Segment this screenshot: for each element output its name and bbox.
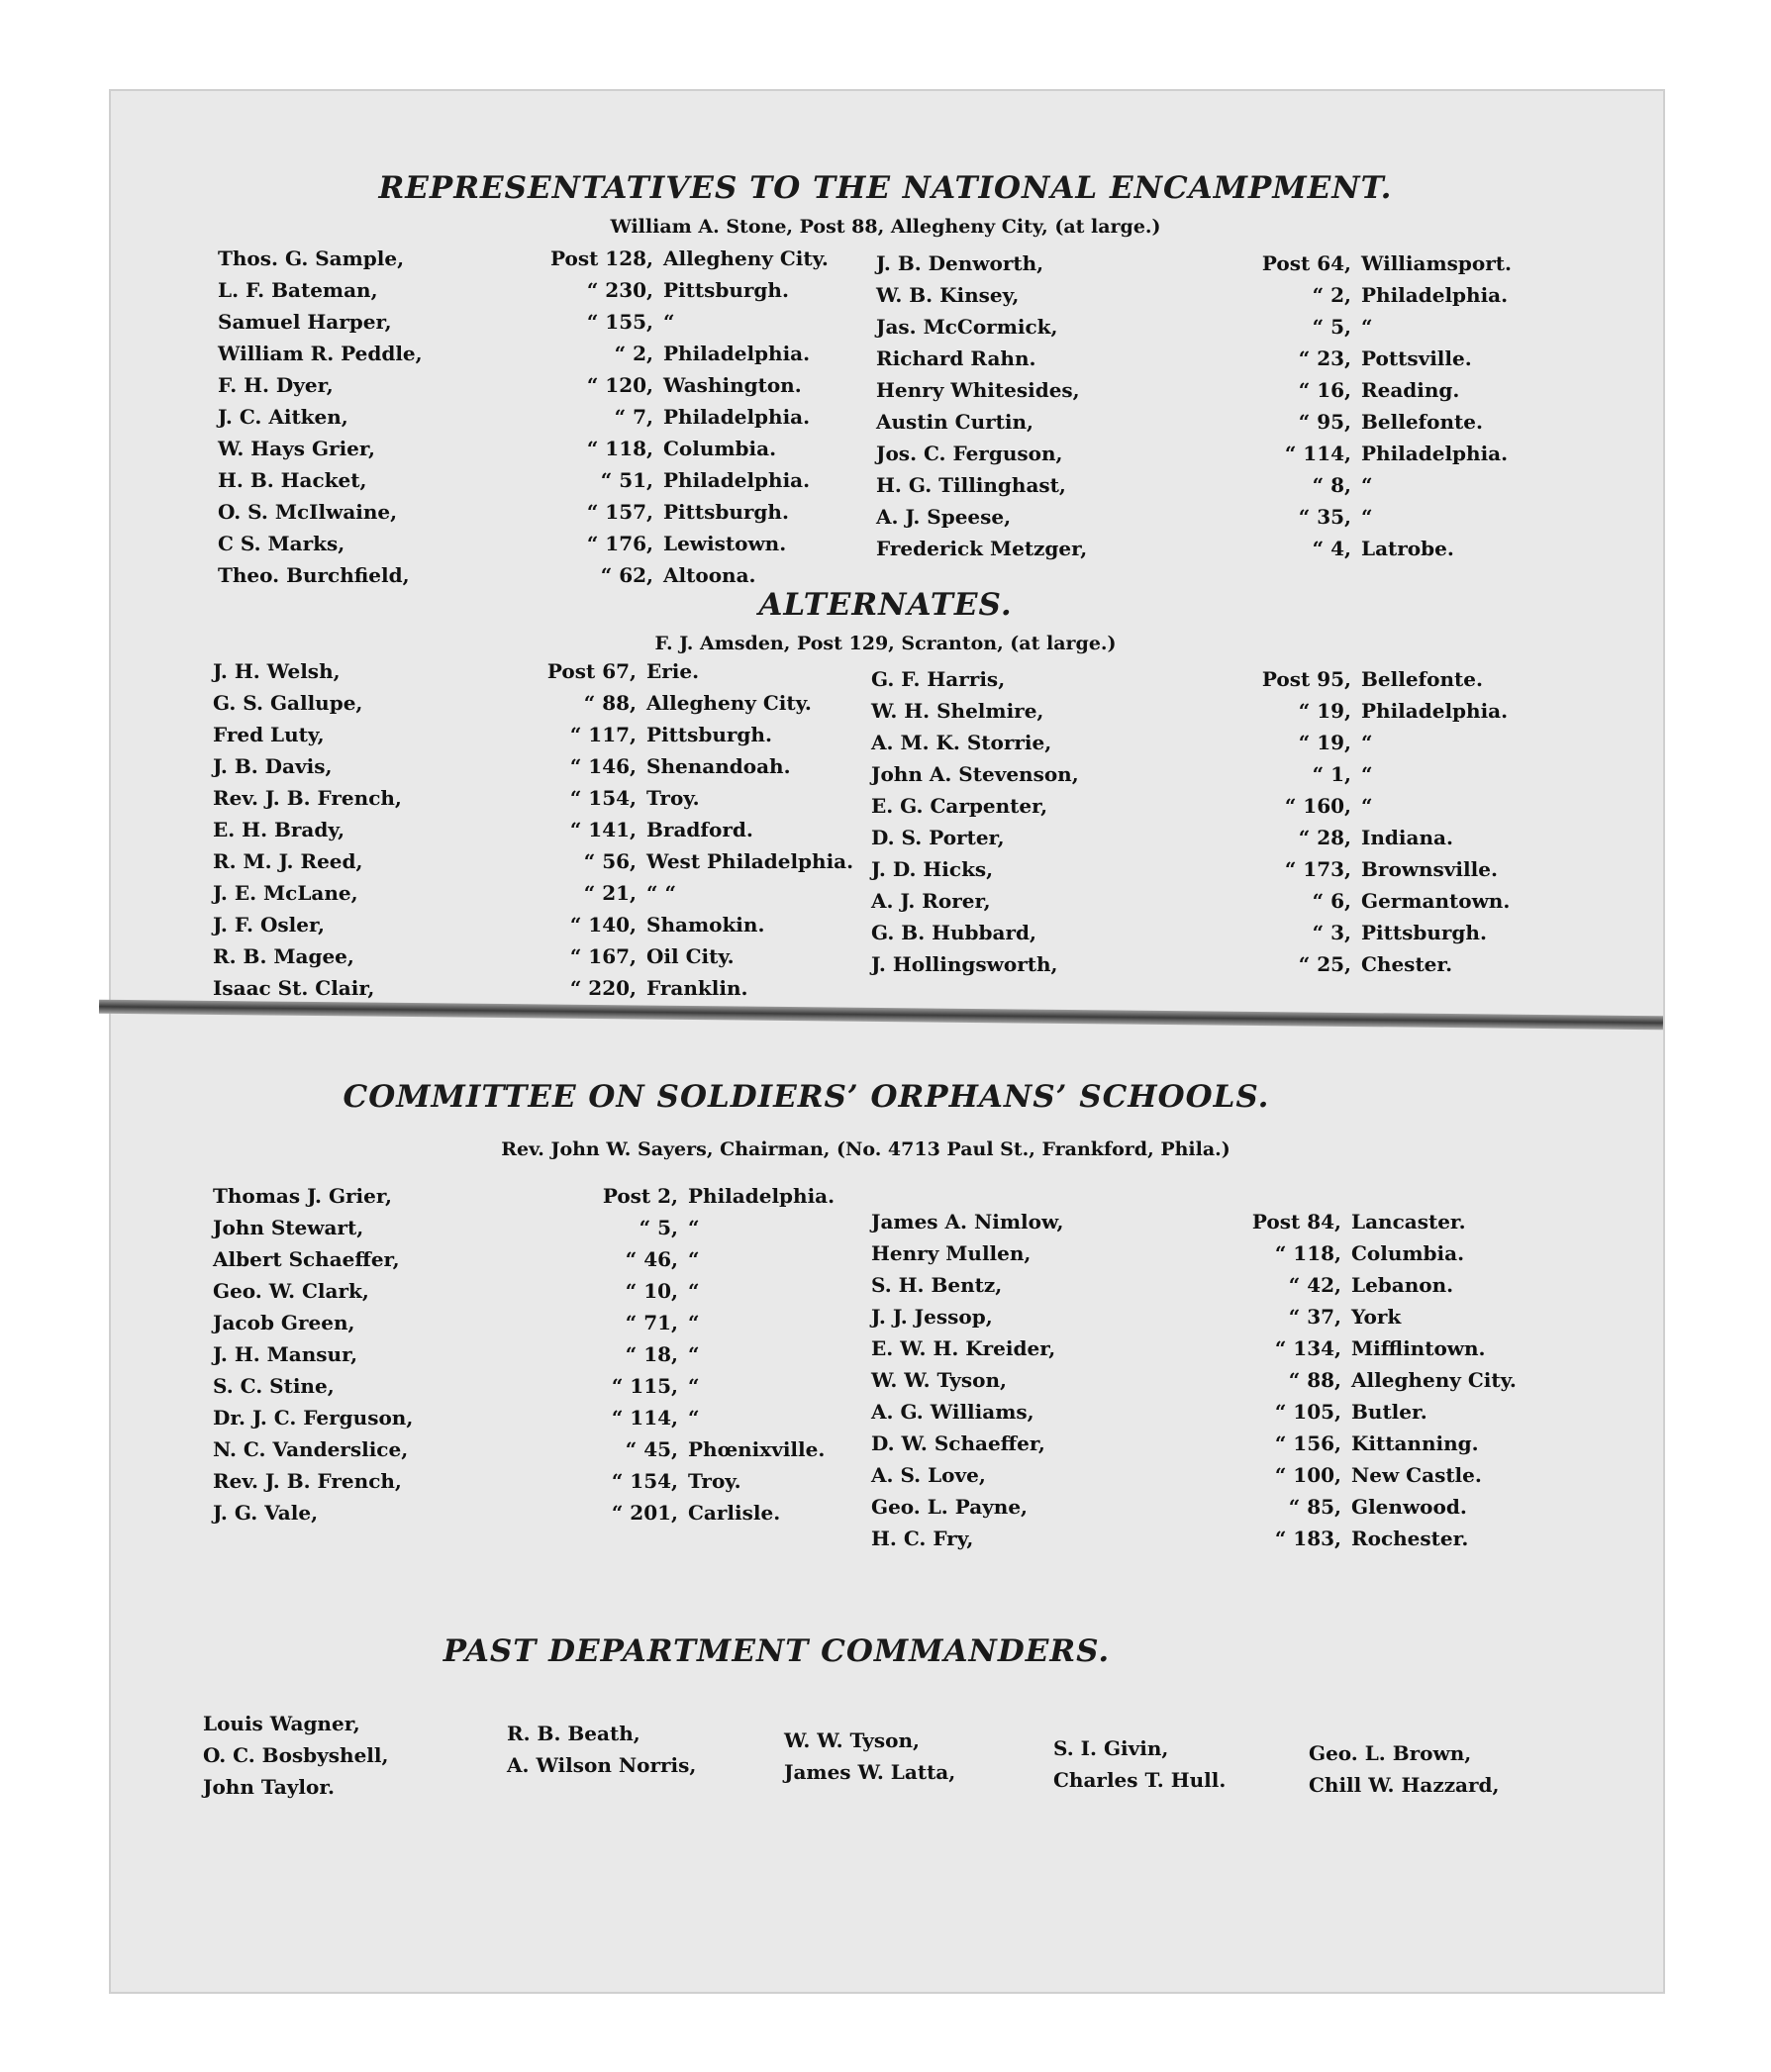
list-item: [218, 369, 851, 401]
post-number: “ 56,: [583, 849, 637, 873]
post-place: Allegheny City.: [663, 247, 829, 270]
post-number: “ 6,: [1312, 889, 1351, 913]
list-item: [213, 1402, 856, 1433]
post-place: Allegheny City.: [1351, 1368, 1517, 1392]
post-place: “: [688, 1374, 700, 1398]
list-item: [876, 501, 1529, 533]
list-item: [871, 885, 1525, 917]
post-number: “ 4,: [1312, 537, 1351, 560]
post-number: “ 88,: [1288, 1368, 1341, 1392]
list-item: [871, 853, 1525, 885]
post-number: “ 167,: [569, 944, 637, 968]
post-place: Philadelphia.: [663, 405, 811, 429]
post-number: “ 23,: [1298, 346, 1351, 370]
post-place: Phœnixville.: [688, 1437, 826, 1461]
list-item: [876, 469, 1529, 501]
post-number: “ 25,: [1298, 952, 1351, 976]
post-number: “ 134,: [1274, 1336, 1341, 1360]
list-item: [213, 782, 856, 814]
member-name: Rev. J. B. French,: [213, 786, 402, 810]
post-place: “: [688, 1406, 700, 1430]
list-item: [213, 1212, 856, 1243]
post-place: Lancaster.: [1351, 1210, 1466, 1233]
post-place: Indiana.: [1361, 826, 1453, 849]
list-item: [871, 695, 1525, 727]
member-name: Henry Whitesides,: [876, 378, 1080, 402]
post-number: “ 156,: [1274, 1431, 1341, 1455]
post-place: Bellefonte.: [1361, 410, 1483, 434]
post-place: “: [688, 1247, 700, 1271]
post-place: Philadelphia.: [1361, 699, 1509, 723]
member-name: C S. Marks,: [218, 532, 345, 555]
post-number: “ 46,: [625, 1247, 678, 1271]
list-item: [871, 758, 1525, 790]
list-item: [213, 1275, 856, 1307]
member-name: John A. Stevenson,: [871, 762, 1079, 786]
member-name: D. W. Schaeffer,: [871, 1431, 1045, 1455]
list-item: [871, 1396, 1534, 1428]
post-place: Lewistown.: [663, 532, 787, 555]
list-item: [218, 464, 851, 496]
post-number: “ 115,: [611, 1374, 678, 1398]
post-number: “ 71,: [625, 1311, 678, 1334]
list-item: [871, 822, 1525, 853]
post-number: “ 45,: [625, 1437, 678, 1461]
committee-right-list: [871, 1206, 1534, 1554]
list-item: [871, 1301, 1534, 1332]
post-place: “: [688, 1342, 700, 1366]
post-place: Erie.: [646, 659, 700, 683]
post-number: “ 173,: [1284, 857, 1351, 881]
post-number: “ 118,: [586, 437, 653, 460]
post-number: “ 35,: [1298, 505, 1351, 529]
post-place: “: [688, 1279, 700, 1303]
commander-name: Geo. L. Brown,: [1309, 1741, 1472, 1765]
commander-name: Charles T. Hull.: [1053, 1768, 1227, 1792]
post-place: Chester.: [1361, 952, 1453, 976]
member-name: J. F. Osler,: [213, 913, 325, 937]
list-item: [213, 1465, 856, 1497]
post-number: “ 230,: [586, 278, 653, 302]
member-name: D. S. Porter,: [871, 826, 1005, 849]
post-place: “: [1361, 762, 1373, 786]
post-place: Germantown.: [1361, 889, 1511, 913]
commander-name: S. I. Givin,: [1053, 1736, 1169, 1760]
past-commanders-title: PAST DEPARTMENT COMMANDERS.: [443, 1633, 1111, 1669]
post-number: “ 51,: [600, 468, 653, 492]
member-name: Thos. G. Sample,: [218, 247, 405, 270]
member-name: L. F. Bateman,: [218, 278, 378, 302]
member-name: J. C. Aitken,: [218, 405, 348, 429]
representatives-right-list: [876, 247, 1529, 564]
post-place: Glenwood.: [1351, 1495, 1467, 1519]
post-number: “ 146,: [569, 754, 637, 778]
list-item: [871, 1332, 1534, 1364]
post-number: “ 2,: [1312, 283, 1351, 307]
member-name: E. G. Carpenter,: [871, 794, 1048, 818]
post-place: Oil City.: [646, 944, 735, 968]
post-place: Troy.: [688, 1469, 741, 1493]
member-name: S. C. Stine,: [213, 1374, 335, 1398]
list-item: [213, 1433, 856, 1465]
member-name: H. B. Hacket,: [218, 468, 367, 492]
post-number: “ 120,: [586, 373, 653, 397]
list-item: [213, 1307, 856, 1338]
post-number: “ 5,: [1312, 315, 1351, 339]
post-number: “ 155,: [586, 310, 653, 334]
post-place: Mifflintown.: [1351, 1336, 1486, 1360]
commander-name: Louis Wagner,: [203, 1712, 360, 1735]
post-number: “ 140,: [569, 913, 637, 937]
past-commanders-col-1: [203, 1708, 388, 1803]
member-name: Dr. J. C. Ferguson,: [213, 1406, 414, 1430]
past-commanders-col-4: [1053, 1732, 1226, 1796]
post-place: “: [1361, 315, 1373, 339]
list-item: [871, 1237, 1534, 1269]
post-place: Philadelphia.: [1361, 283, 1509, 307]
post-place: Altoona.: [663, 563, 756, 587]
post-place: Williamsport.: [1361, 251, 1512, 275]
post-place: “: [1361, 473, 1373, 497]
post-place: Franklin.: [646, 976, 748, 1000]
member-name: R. M. J. Reed,: [213, 849, 363, 873]
post-number: “ 176,: [586, 532, 653, 555]
post-number: “ 141,: [569, 818, 637, 841]
committee-title: COMMITTEE ON SOLDIERS’ ORPHANS’ SCHOOLS.: [343, 1079, 1270, 1115]
post-place: Brownsville.: [1361, 857, 1498, 881]
post-place: Pittsburgh.: [1361, 921, 1487, 944]
post-number: “ 37,: [1288, 1305, 1341, 1329]
representatives-left-list: [218, 243, 851, 591]
post-number: “ 85,: [1288, 1495, 1341, 1519]
member-name: A. J. Rorer,: [871, 889, 991, 913]
post-number: “ 2,: [614, 342, 653, 365]
post-place: Lebanon.: [1351, 1273, 1454, 1297]
post-number: “ 19,: [1298, 731, 1351, 754]
list-item: [213, 750, 856, 782]
member-name: O. S. McIlwaine,: [218, 500, 398, 524]
post-place: Columbia.: [1351, 1241, 1465, 1265]
post-place: Rochester.: [1351, 1527, 1469, 1550]
member-name: W. Hays Grier,: [218, 437, 375, 460]
list-item: [876, 438, 1529, 469]
member-name: J. H. Welsh,: [213, 659, 341, 683]
member-name: Geo. W. Clark,: [213, 1279, 369, 1303]
list-item: [871, 1269, 1534, 1301]
member-name: R. B. Magee,: [213, 944, 354, 968]
post-place: Bradford.: [646, 818, 753, 841]
list-item: [876, 406, 1529, 438]
list-item: [218, 433, 851, 464]
post-place: York: [1351, 1305, 1402, 1329]
post-place: “: [688, 1216, 700, 1239]
member-name: Henry Mullen,: [871, 1241, 1032, 1265]
member-name: William R. Peddle,: [218, 342, 423, 365]
member-name: Jacob Green,: [213, 1311, 355, 1334]
member-name: G. S. Gallupe,: [213, 691, 363, 715]
post-place: Washington.: [663, 373, 802, 397]
post-place: “: [1361, 794, 1373, 818]
post-place: Shamokin.: [646, 913, 765, 937]
list-item: [213, 1338, 856, 1370]
commander-name: A. Wilson Norris,: [507, 1753, 697, 1777]
post-place: Kittanning.: [1351, 1431, 1479, 1455]
list-item: [213, 814, 856, 845]
member-name: A. J. Speese,: [876, 505, 1012, 529]
member-name: Austin Curtin,: [876, 410, 1033, 434]
list-item: [213, 845, 856, 877]
list-item: [871, 1364, 1534, 1396]
member-name: James A. Nimlow,: [871, 1210, 1064, 1233]
member-name: Isaac St. Clair,: [213, 976, 375, 1000]
member-name: J. D. Hicks,: [871, 857, 994, 881]
list-item: [213, 972, 856, 1004]
past-commanders-col-5: [1309, 1737, 1500, 1801]
post-number: “ 62,: [600, 563, 653, 587]
post-number: “ 88,: [583, 691, 637, 715]
list-item: [876, 343, 1529, 374]
post-place: “: [688, 1311, 700, 1334]
post-place: Philadelphia.: [1361, 442, 1509, 465]
list-item: [213, 877, 856, 909]
member-name: J. J. Jessop,: [871, 1305, 993, 1329]
list-item: [218, 338, 851, 369]
post-place: Pittsburgh.: [663, 278, 789, 302]
post-place: Philadelphia.: [688, 1184, 836, 1208]
post-number: “ 183,: [1274, 1527, 1341, 1550]
list-item: [213, 909, 856, 940]
list-item: [213, 655, 856, 687]
post-number: “ 114,: [611, 1406, 678, 1430]
list-item: [213, 1180, 856, 1212]
post-place: Philadelphia.: [663, 468, 811, 492]
member-name: Theo. Burchfield,: [218, 563, 410, 587]
list-item: [871, 948, 1525, 980]
member-name: J. H. Mansur,: [213, 1342, 358, 1366]
member-name: J. G. Vale,: [213, 1501, 319, 1525]
post-place: Carlisle.: [688, 1501, 781, 1525]
member-name: Fred Luty,: [213, 723, 325, 746]
member-name: G. F. Harris,: [871, 667, 1006, 691]
member-name: J. Hollingsworth,: [871, 952, 1058, 976]
post-place: Troy.: [646, 786, 700, 810]
alternates-right-list: [871, 663, 1525, 980]
post-place: “ “: [646, 881, 676, 905]
post-number: “ 3,: [1312, 921, 1351, 944]
post-place: Pottsville.: [1361, 346, 1472, 370]
post-number: “ 220,: [569, 976, 637, 1000]
member-name: A. G. Williams,: [871, 1400, 1034, 1424]
post-place: Columbia.: [663, 437, 777, 460]
list-item: [218, 496, 851, 528]
list-item: [213, 687, 856, 719]
post-place: Latrobe.: [1361, 537, 1454, 560]
list-item: [876, 533, 1529, 564]
member-name: Richard Rahn.: [876, 346, 1036, 370]
post-number: “ 1,: [1312, 762, 1351, 786]
post-place: “: [1361, 505, 1373, 529]
commander-name: R. B. Beath,: [507, 1722, 640, 1745]
committee-chairman: Rev. John W. Sayers, Chairman, (No. 4713 Paul St., Frankford, Phila.): [501, 1138, 1230, 1160]
post-place: New Castle.: [1351, 1463, 1482, 1487]
member-name: Jas. McCormick,: [876, 315, 1058, 339]
list-item: [871, 1459, 1534, 1491]
post-number: “ 114,: [1284, 442, 1351, 465]
member-name: Thomas J. Grier,: [213, 1184, 392, 1208]
member-name: Albert Schaeffer,: [213, 1247, 400, 1271]
member-name: J. E. McLane,: [213, 881, 358, 905]
committee-left-list: [213, 1180, 856, 1529]
post-number: “ 10,: [625, 1279, 678, 1303]
post-place: Allegheny City.: [646, 691, 812, 715]
post-number: “ 100,: [1274, 1463, 1341, 1487]
post-number: “ 117,: [569, 723, 637, 746]
member-name: A. M. K. Storrie,: [871, 731, 1052, 754]
list-item: [218, 401, 851, 433]
list-item: [871, 1206, 1534, 1237]
list-item: [876, 247, 1529, 279]
past-commanders-col-3: [784, 1725, 955, 1788]
list-item: [876, 279, 1529, 311]
alternates-at-large: F. J. Amsden, Post 129, Scranton, (at large.): [654, 633, 1117, 654]
list-item: [871, 727, 1525, 758]
post-number: “ 18,: [625, 1342, 678, 1366]
post-number: “ 154,: [569, 786, 637, 810]
list-item: [876, 311, 1529, 343]
commander-name: O. C. Bosbyshell,: [203, 1743, 389, 1767]
post-number: “ 28,: [1298, 826, 1351, 849]
post-place: Pittsburgh.: [663, 500, 789, 524]
post-number: “ 118,: [1274, 1241, 1341, 1265]
post-number: “ 21,: [583, 881, 637, 905]
post-place: Shenandoah.: [646, 754, 791, 778]
list-item: [213, 940, 856, 972]
representatives-title: REPRESENTATIVES TO THE NATIONAL ENCAMPMENT.: [378, 170, 1393, 206]
list-item: [218, 528, 851, 559]
past-commanders-col-2: [507, 1718, 696, 1781]
member-name: W. B. Kinsey,: [876, 283, 1020, 307]
member-name: E. H. Brady,: [213, 818, 345, 841]
member-name: Jos. C. Ferguson,: [876, 442, 1063, 465]
post-number: “ 95,: [1298, 410, 1351, 434]
list-item: [871, 790, 1525, 822]
member-name: J. B. Denworth,: [876, 251, 1044, 275]
list-item: [871, 1491, 1534, 1523]
list-item: [218, 306, 851, 338]
alternates-left-list: [213, 655, 856, 1004]
member-name: S. H. Bentz,: [871, 1273, 1003, 1297]
post-number: “ 16,: [1298, 378, 1351, 402]
post-number: Post 2,: [602, 1184, 678, 1208]
post-number: “ 154,: [611, 1469, 678, 1493]
post-number: “ 157,: [586, 500, 653, 524]
post-number: Post 95,: [1261, 667, 1351, 691]
post-number: “ 5,: [639, 1216, 678, 1239]
list-item: [213, 1497, 856, 1529]
list-item: [213, 1370, 856, 1402]
post-place: Bellefonte.: [1361, 667, 1483, 691]
post-place: Pittsburgh.: [646, 723, 772, 746]
list-item: [213, 719, 856, 750]
post-place: Philadelphia.: [663, 342, 811, 365]
member-name: Samuel Harper,: [218, 310, 392, 334]
post-number: Post 67,: [546, 659, 637, 683]
member-name: F. H. Dyer,: [218, 373, 334, 397]
member-name: E. W. H. Kreider,: [871, 1336, 1056, 1360]
post-place: Reading.: [1361, 378, 1460, 402]
commander-name: John Taylor.: [203, 1775, 335, 1799]
member-name: J. B. Davis,: [213, 754, 333, 778]
post-place: “: [663, 310, 675, 334]
post-number: “ 42,: [1288, 1273, 1341, 1297]
member-name: W. H. Shelmire,: [871, 699, 1044, 723]
member-name: N. C. Vanderslice,: [213, 1437, 409, 1461]
list-item: [218, 274, 851, 306]
post-place: Butler.: [1351, 1400, 1427, 1424]
list-item: [218, 243, 851, 274]
commander-name: James W. Latta,: [784, 1760, 956, 1784]
post-number: “ 160,: [1284, 794, 1351, 818]
list-item: [876, 374, 1529, 406]
member-name: Frederick Metzger,: [876, 537, 1088, 560]
list-item: [871, 917, 1525, 948]
post-number: “ 19,: [1298, 699, 1351, 723]
commander-name: Chill W. Hazzard,: [1309, 1773, 1500, 1797]
commander-name: W. W. Tyson,: [784, 1728, 920, 1752]
post-number: “ 105,: [1274, 1400, 1341, 1424]
post-number: “ 7,: [614, 405, 653, 429]
member-name: H. G. Tillinghast,: [876, 473, 1066, 497]
member-name: W. W. Tyson,: [871, 1368, 1007, 1392]
post-place: West Philadelphia.: [646, 849, 854, 873]
post-place: “: [1361, 731, 1373, 754]
representatives-at-large: William A. Stone, Post 88, Allegheny City, (at large.): [610, 216, 1161, 238]
list-item: [213, 1243, 856, 1275]
post-number: Post 128,: [549, 247, 653, 270]
member-name: G. B. Hubbard,: [871, 921, 1036, 944]
post-number: Post 64,: [1261, 251, 1351, 275]
member-name: Rev. J. B. French,: [213, 1469, 402, 1493]
alternates-title: ALTERNATES.: [758, 587, 1013, 623]
list-item: [871, 663, 1525, 695]
post-number: “ 8,: [1312, 473, 1351, 497]
post-number: “ 201,: [611, 1501, 678, 1525]
member-name: H. C. Fry,: [871, 1527, 974, 1550]
member-name: Geo. L. Payne,: [871, 1495, 1029, 1519]
member-name: John Stewart,: [213, 1216, 364, 1239]
member-name: A. S. Love,: [871, 1463, 986, 1487]
list-item: [871, 1428, 1534, 1459]
post-number: Post 84,: [1251, 1210, 1341, 1233]
list-item: [871, 1523, 1534, 1554]
